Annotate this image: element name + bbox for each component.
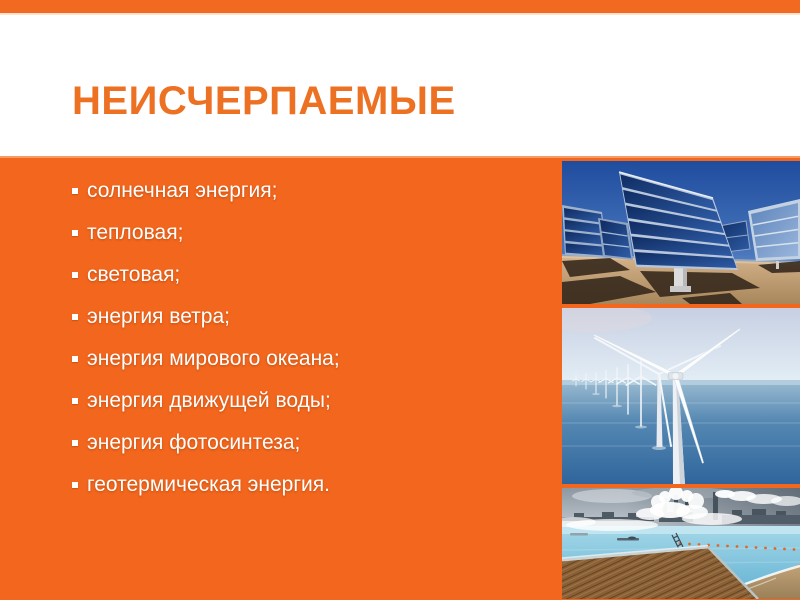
bullet-square-icon	[72, 272, 78, 278]
list-item-label: тепловая;	[87, 221, 184, 244]
list-item	[72, 170, 340, 212]
list-item	[72, 212, 340, 254]
list-item-label: геотермическая энергия.	[87, 473, 330, 496]
wind-turbines-image	[562, 308, 800, 484]
geothermal-plant-image	[562, 488, 800, 599]
bullet-square-icon	[72, 482, 78, 488]
bullet-square-icon	[72, 440, 78, 446]
list-item	[72, 338, 340, 380]
bullet-square-icon	[72, 356, 78, 362]
bullet-square-icon	[72, 230, 78, 236]
photo-column	[562, 161, 800, 599]
geothermal-plant-photo	[562, 488, 800, 599]
slide-header	[0, 15, 800, 156]
list-item-label: энергия ветра;	[87, 305, 230, 328]
solar-panels-photo	[562, 161, 800, 304]
slide-title: НЕИСЧЕРПАЕМЫЕ	[72, 79, 456, 123]
list-item-label: энергия фотосинтеза;	[87, 431, 301, 454]
list-item	[72, 380, 340, 422]
slide-body	[0, 156, 800, 600]
list-item	[72, 422, 340, 464]
wind-turbines-photo	[562, 308, 800, 484]
list-item	[72, 254, 340, 296]
bullet-list	[72, 170, 340, 506]
bullet-square-icon	[72, 398, 78, 404]
top-accent-bar	[0, 0, 800, 15]
list-item	[72, 296, 340, 338]
bullet-square-icon	[72, 188, 78, 194]
bullet-square-icon	[72, 314, 78, 320]
list-item-label: энергия движущей воды;	[87, 389, 331, 412]
list-item-label: солнечная энергия;	[87, 179, 278, 202]
solar-panels-image	[562, 161, 800, 304]
list-item	[72, 464, 340, 506]
list-item-label: энергия мирового океана;	[87, 347, 340, 370]
list-item-label: световая;	[87, 263, 181, 286]
